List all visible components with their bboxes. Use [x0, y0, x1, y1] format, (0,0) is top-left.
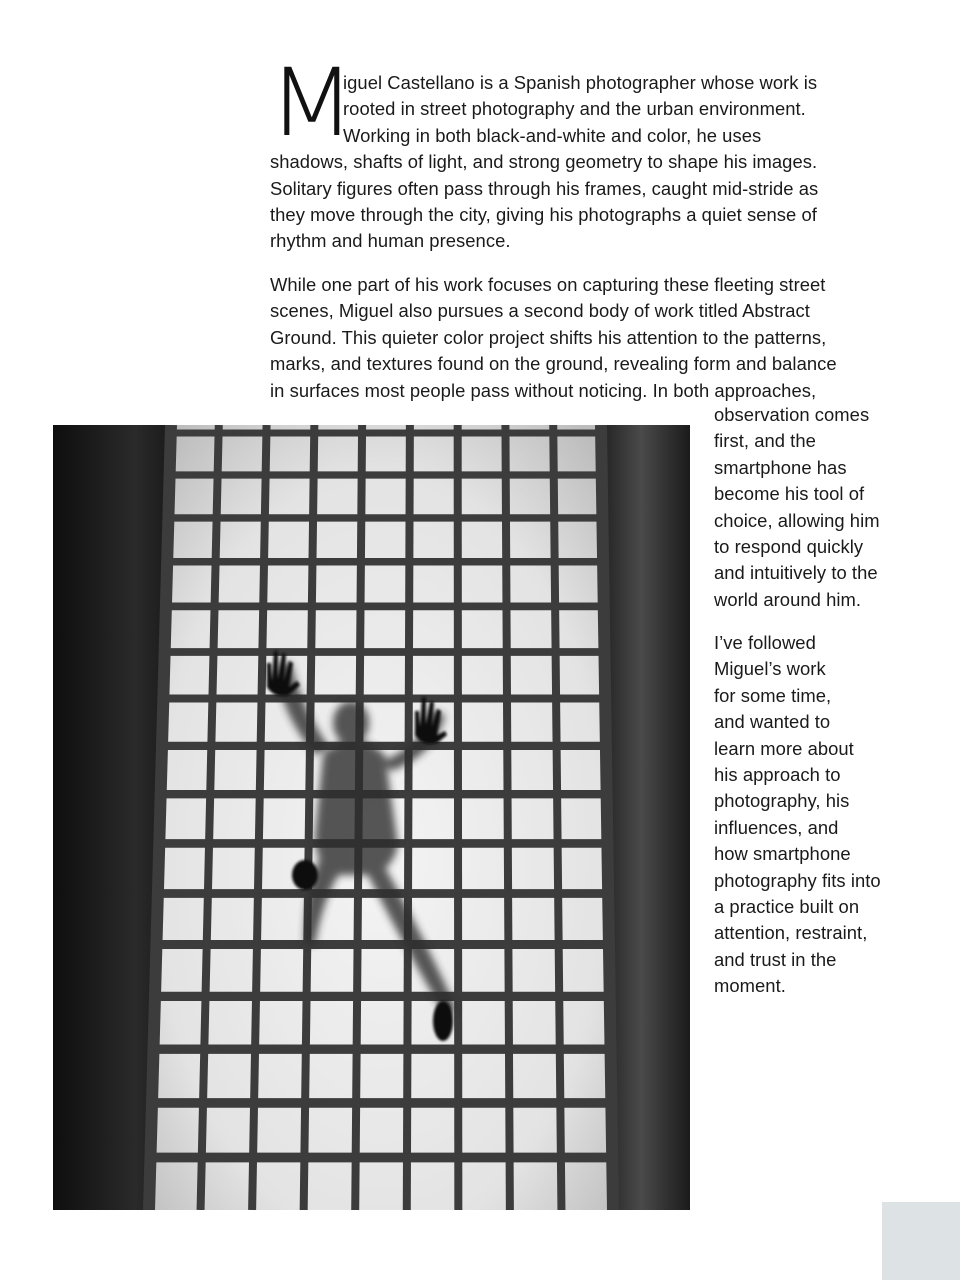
text-line: photography fits into [714, 869, 881, 891]
text-line: shadows, shafts of light, and strong geometry to shape his images. [270, 151, 818, 173]
grid-column-bar [407, 425, 410, 1210]
text-line: they move through the city, giving his photographs a quiet sense of [270, 204, 817, 226]
text-line: learn more about [714, 737, 854, 759]
text-line: a practice built on [714, 896, 860, 918]
text-line: iguel Castellano is a Spanish photographer whose work is [343, 72, 818, 93]
page-corner-tab [882, 1202, 960, 1280]
text-line: Solitary figures often pass through his frames, caught mid-stride as [270, 177, 819, 199]
text-line: observation comes [714, 404, 870, 425]
text-line: Miguel’s work [714, 658, 826, 680]
text-line: rooted in street photography and the urban environment. [343, 98, 806, 120]
text-line: photography, his [714, 790, 850, 812]
text-line: and trust in the [714, 948, 837, 970]
text-line: become his tool of [714, 483, 865, 505]
drop-cap: M [268, 49, 356, 158]
intro-paragraph [270, 70, 910, 255]
text-line: While one part of his work focuses on capturing these fleeting street [270, 274, 826, 295]
grid-column-bar [505, 425, 509, 1210]
text-line: to respond quickly [714, 536, 864, 558]
closing-paragraph [714, 630, 949, 1000]
text-line: Ground. This quieter color project shifts his attention to the patterns, [270, 326, 827, 348]
text-line: and wanted to [714, 711, 831, 733]
text-line: world around him. [714, 588, 862, 610]
text-line: how smartphone [714, 843, 851, 865]
text-line: for some time, [714, 684, 832, 706]
text-line: scenes, Miguel also pursues a second body of work titled Abstract [270, 300, 810, 322]
text-line: marks, and textures found on the ground, revealing form and balance [270, 353, 837, 375]
text-line: and intuitively to the [714, 562, 878, 584]
text-line: rhythm and human presence. [270, 230, 511, 252]
body-paragraph [270, 272, 910, 404]
body-paragraph-continued [714, 402, 949, 613]
text-line: attention, restraint, [714, 922, 868, 944]
text-line: first, and the [714, 430, 816, 452]
text-line: in surfaces most people pass without noticing. In both approaches, [270, 379, 817, 401]
text-line: influences, and [714, 816, 839, 838]
text-line: moment. [714, 975, 786, 997]
text-line: Working in both black-and-white and color, he uses [343, 124, 762, 146]
text-line: choice, allowing him [714, 509, 880, 531]
grid-column-bar [458, 425, 459, 1210]
text-line: smartphone has [714, 456, 847, 478]
text-line: I’ve followed [714, 632, 816, 653]
grid-floor-photo [53, 425, 690, 1210]
text-line: his approach to [714, 764, 841, 786]
